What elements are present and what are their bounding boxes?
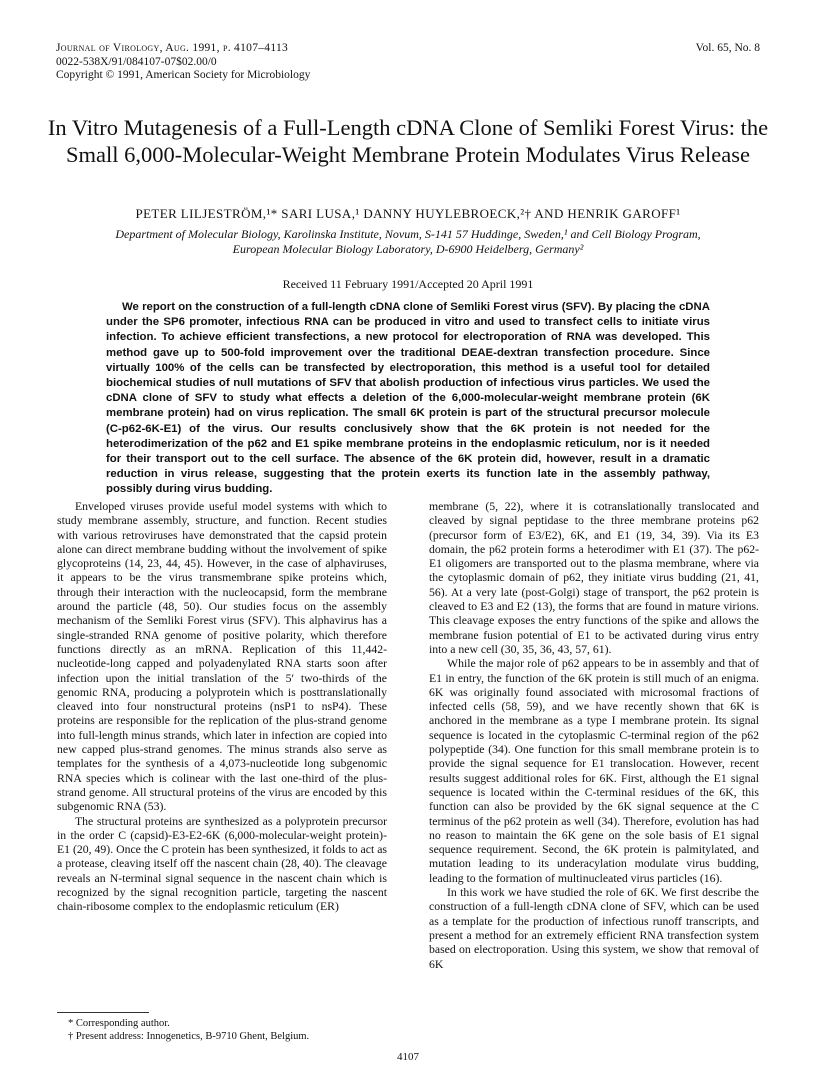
affiliation-line-2: European Molecular Biology Laboratory, D-6900 Heidelberg, Germany² [232,242,584,256]
author-list: PETER LILJESTRÖM,¹* SARI LUSA,¹ DANNY HUYLEBROECK,²† AND HENRIK GAROFF¹ [135,206,681,221]
footnote-corresponding: * Corresponding author. [68,1018,170,1029]
body-paragraph: While the major role of p62 appears to be in assembly and that of E1 in entry, the function of the 6K protein is still much of an enigma. 6K was originally found associated with microsomal fractions of infected cells (58, 59), and we have recently shown that 6K is anchored in the membrane as a type I membrane protein. Its signal sequence is located in the cytoplasmic C-terminal region of the p62 polypeptide (34). One function for this small membrane protein is to provide the signal sequence for E1 translocation. However, recent results suggest additional roles for 6K. First, although the E1 signal sequence is located within the C-terminal residues of the 6K, this function can also be provided by the 6K signal sequence at the C terminus of the p62 protein as well (34). Therefore, evolution has had no reason to maintain the 6K gene on the sole basis of E1 signal sequence requirement. Second, the 6K protein is palmitylated, and mutation leading to its underacylation modulate virus budding, leading to the formation of multinucleated virus particles (16). [429,657,759,885]
abstract: We report on the construction of a full-length cDNA clone of Semliki Forest virus (SFV). By placing the cDNA under the SP6 promoter, infectious RNA can be produced in vitro and used to transfect cells to initiate virus infection. To achieve efficient transfections, a new protocol for electroporation of RNA was developed. This method gave up to 500-fold improvement over the traditional DEAE-dextran transfection procedure. Since virtually 100% of the cells can be transfected by electroporation, this method is a useful tool for detailed biochemical studies of null mutations of SFV that abolish production of infectious virus particles. We used the cDNA clone of SFV to study what effects a deletion of the 6,000-molecular-weight membrane protein (6K membrane protein) had on virus replication. The small 6K protein is part of the structural precursor molecule (C-p62-6K-E1) of the virus. Our results conclusively show that the 6K protein is not needed for the heterodimerization of the p62 and E1 spike membrane proteins in the endoplasmic reticulum, nor is it needed for their transport out to the cell surface. The absence of the 6K protein did, however, result in a dramatic reduction in virus release, suggesting that the protein exerts its function late in the assembly pathway, possibly during virus budding. [106,301,710,496]
page-number: 4107 [397,1051,419,1063]
body-paragraph: membrane (5, 22), where it is cotranslationally translocated and cleaved by signal peptidase to the three membrane proteins p62 (precursor form of E3/E2), 6K, and E1 (19, 34, 39). Via its E3 domain, the p62 protein forms a heterodimer with E1 (37). The p62-E1 oligomers are transported out to the plasma membrane, where via the cytoplasmic domain of p62, they initiate virus budding (21, 41, 56). At a very late (post-Golgi) stage of transport, the p62 protein is cleaved to E3 and E2 (13), the forms that are found in mature virions. This cleavage exposes the entry functions of the spike and allows the membrane fusion potential of E1 to be activated during virus entry into a new cell (30, 35, 36, 43, 57, 61). [429,500,759,656]
article-title: In Vitro Mutagenesis of a Full-Length cDNA Clone of Semliki Forest Virus: the Small 6,000-Molecular-Weight Membrane Protein Modulates Virus Release [47,115,769,167]
body-paragraph: In this work we have studied the role of 6K. We first describe the construction of a full-length cDNA clone of SFV, which can be used as a template for the production of infectious runoff transcripts, and present a method for an extremely efficient RNA transfection system based on electroporation. Using this system, we show that removal of 6K [429,886,759,971]
body-paragraph: Enveloped viruses provide useful model systems with which to study membrane assembly, structure, and function. Recent studies with various retroviruses have demonstrated that the capsid protein alone can direct membrane budding without the involvement of spike glycoproteins (14, 23, 44, 45). However, in the case of alphaviruses, it appears to be the virus transmembrane spike proteins which, through their interaction with the nucleocapsid, form the membrane around the particle (48, 50). Our studies focus on the assembly mechanism of the Semliki Forest virus (SFV). This alphavirus has a single-stranded RNA genome of positive polarity, which therefore functions directly as an mRNA. Replication of this 11,442-nucleotide-long capped and polyadenylated RNA starts soon after infection upon the initial translation of the 5′ two-thirds of the genomic RNA, producing a polyprotein which is posttranslationally cleaved into four nonstructural proteins (nsP1 to nsP4). These proteins are responsible for the replication of the plus-strand genome into full-length minus strands, which later in infection are copied into new capped plus-strand genomes. The minus strands also serve as templates for the synthesis of a 4,073-nucleotide long subgenomic RNA species which is colinear with the last one-third of the plus-strand genome. All structural proteins of the virus are encoded by this subgenomic RNA (53). [57,500,387,814]
issn-code: 0022-538X/91/084107-07$02.00/0 [56,55,217,68]
journal-citation: Journal of Virology, Aug. 1991, p. 4107–4113 [56,42,289,54]
footnote-present-address: † Present address: Innogenetics, B-9710 Ghent, Belgium. [68,1031,310,1042]
body-column-right [429,500,759,972]
volume-info: Vol. 65, No. 8 [695,42,760,54]
received-dates: Received 11 February 1991/Accepted 20 April 1991 [282,277,534,291]
affiliations [40,227,776,257]
body-paragraph: The structural proteins are synthesized as a polyprotein precursor in the order C (capsid)-E3-E2-6K (6,000-molecular-weight protein)-E1 (20, 49). Once the C protein has been synthesized, it folds to act as a protease, cleaving itself off the nascent chain (28, 40). The cleavage reveals an N-terminal signal sequence in the nascent chain which is recognized by the signal recognition particle, targeting the nascent chain-ribosome complex to the endoplasmic reticulum (ER) [57,814,387,914]
footnotes [68,1017,309,1043]
footnote-divider [57,1012,149,1013]
affiliation-line-1: Department of Molecular Biology, Karolinska Institute, Novum, S-141 57 Huddinge, Sweden,¹ and Cell Biology Program, [115,227,701,241]
copyright-notice: Copyright © 1991, American Society for Microbiology [56,69,311,81]
journal-header [56,42,310,83]
body-column-left [57,500,387,915]
